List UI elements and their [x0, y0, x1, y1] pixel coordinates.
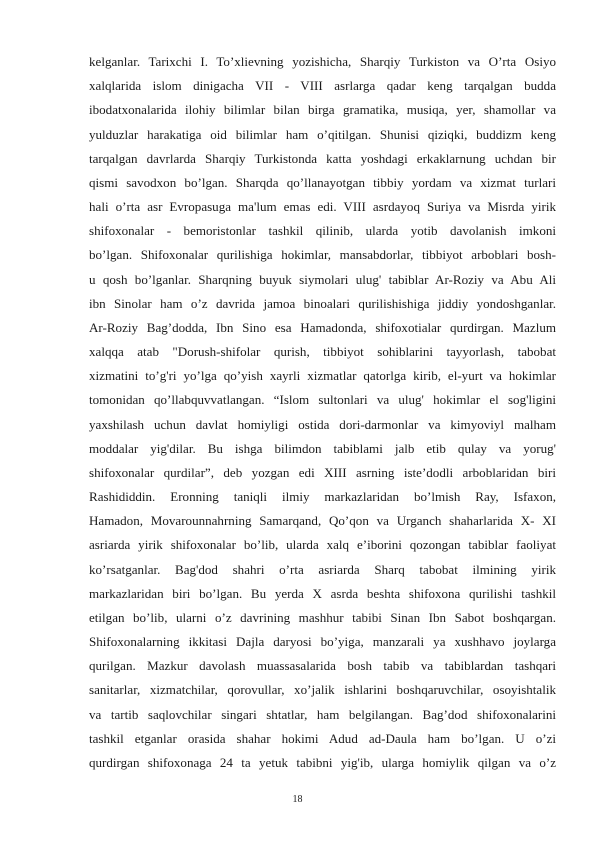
text-line: yaxshilash uchun davlat homiyligi ostida dori-darmonlar va kimyoviyl malham [89, 416, 556, 432]
text-line: moddalar yig'dilar. Bu ishga bilimdon tabiblami jalb etib qulay va yorug' [89, 440, 556, 456]
text-line: ibodatxonalarida ilohiy bilimlar bilan birga gramatika, musiqa, yer, shamollar va [89, 102, 556, 118]
body-text [89, 50, 556, 775]
page-number: 18 [292, 794, 303, 805]
text-line: Hamadon, Movarounnahrning Samarqand, Qo’qon va Urganch shaharlarida X- XI [89, 513, 556, 529]
text-line: tarqalgan davrlarda Sharqiy Turkistonda katta yoshdagi erkaklarnung uchdan bir [89, 150, 556, 166]
text-line: qismi savodxon bo’lgan. Sharqda qo’llanayotgan tibbiy yordam va xizmat turlari [89, 174, 556, 190]
text-line: ko’rsatganlar. Bag'dod shahri o’rta asriarda Sharq tabobat ilmining yirik [89, 561, 556, 577]
text-line: va tartib saqlovchilar singari shtatlar, ham belgilangan. Bag’dod shifoxonalarini [89, 706, 556, 722]
text-line: xalqqa atab "Dorush-shifolar qurish, tibbiyot sohiblarini tayyorlash, tabobat [89, 344, 556, 360]
text-line: Rashididdin. Eronning taniqli ilmiy markazlaridan bo’lmish Ray, Isfaxon, [89, 489, 556, 505]
text-line: qurdirgan shifoxonaga 24 ta yetuk tabibni yig'ib, ularga homiylik qilgan va o’z [89, 754, 556, 770]
text-line: tomonidan qo’llabquvvatlangan. “Islom sultonlari va ulug' hokimlar el sog'ligini [89, 392, 556, 408]
text-line: xizmatini to’g'ri yo’lga qo’yish xayrli xizmatlar qatorlga kirib, el-yurt va hokimlar [89, 368, 556, 384]
text-line: etilgan bo’lib, ularni o’z davrining mashhur tabibi Sinan Ibn Sabot boshqargan. [89, 609, 556, 625]
text-line: asriarda yirik shifoxonalar bo’lib, ularda xalq e’iborini qozongan tabiblar faoliyat [89, 537, 556, 553]
text-line: u qosh bo’lganlar. Sharqning buyuk siymolari ulug' tabiblar Ar-Roziy va Abu Ali [89, 271, 556, 287]
text-line: ibn Sinolar ham o’z davrida jamoa binoalari qurilishishiga jiddiy yondoshganlar. [89, 295, 556, 311]
text-line: markazlaridan biri bo’lgan. Bu yerda X asrda beshta shifoxona qurilishi tashkil [89, 585, 556, 601]
text-line: qurilgan. Mazkur davolash muassasalarida bosh tabib va tabiblardan tashqari [89, 658, 556, 674]
text-line: sanitarlar, xizmatchilar, qorovullar, xo’jalik ishlarini boshqaruvchilar, osoyishtalik [89, 682, 556, 698]
text-line: Ar-Roziy Bag’dodda, Ibn Sino esa Hamadonda, shifoxotialar qurdirgan. Mazlum [89, 319, 556, 335]
text-line: yulduzlar harakatiga oid bilimlar ham o’qitilgan. Shunisi qiziqki, buddizm keng [89, 126, 556, 142]
text-line: kelganlar. Tarixchi I. To’xlievning yozishicha, Sharqiy Turkiston va O’rta Osiyo [89, 54, 556, 69]
text-line: xalqlarida islom dinigacha VII - VIII asrlarga qadar keng tarqalgan budda [89, 78, 556, 94]
text-line: Shifoxonalarning ikkitasi Dajla daryosi bo’yiga, manzarali ya xushhavo joylarga [89, 634, 556, 650]
text-line: shifoxonalar qurdilar”, deb yozgan edi XIII asrning iste’dodli arboblaridan biri [89, 464, 556, 480]
text-line: tashkil etganlar orasida shahar hokimi Adud ad-Daula ham bo’lgan. U o’zi [89, 730, 556, 746]
text-line: shifoxonalar - bemoristonlar tashkil qilinib, ularda yotib davolanish imkoni [89, 223, 556, 239]
text-line: bo’lgan. Shifoxonalar qurilishiga hokimlar, mansabdorlar, tibbiyot arboblari bosh- [89, 247, 556, 263]
text-line: hali o’rta asr Evropasuga ma'lum emas edi. VIII asrdayoq Suriya va Misrda yirik [89, 199, 556, 215]
